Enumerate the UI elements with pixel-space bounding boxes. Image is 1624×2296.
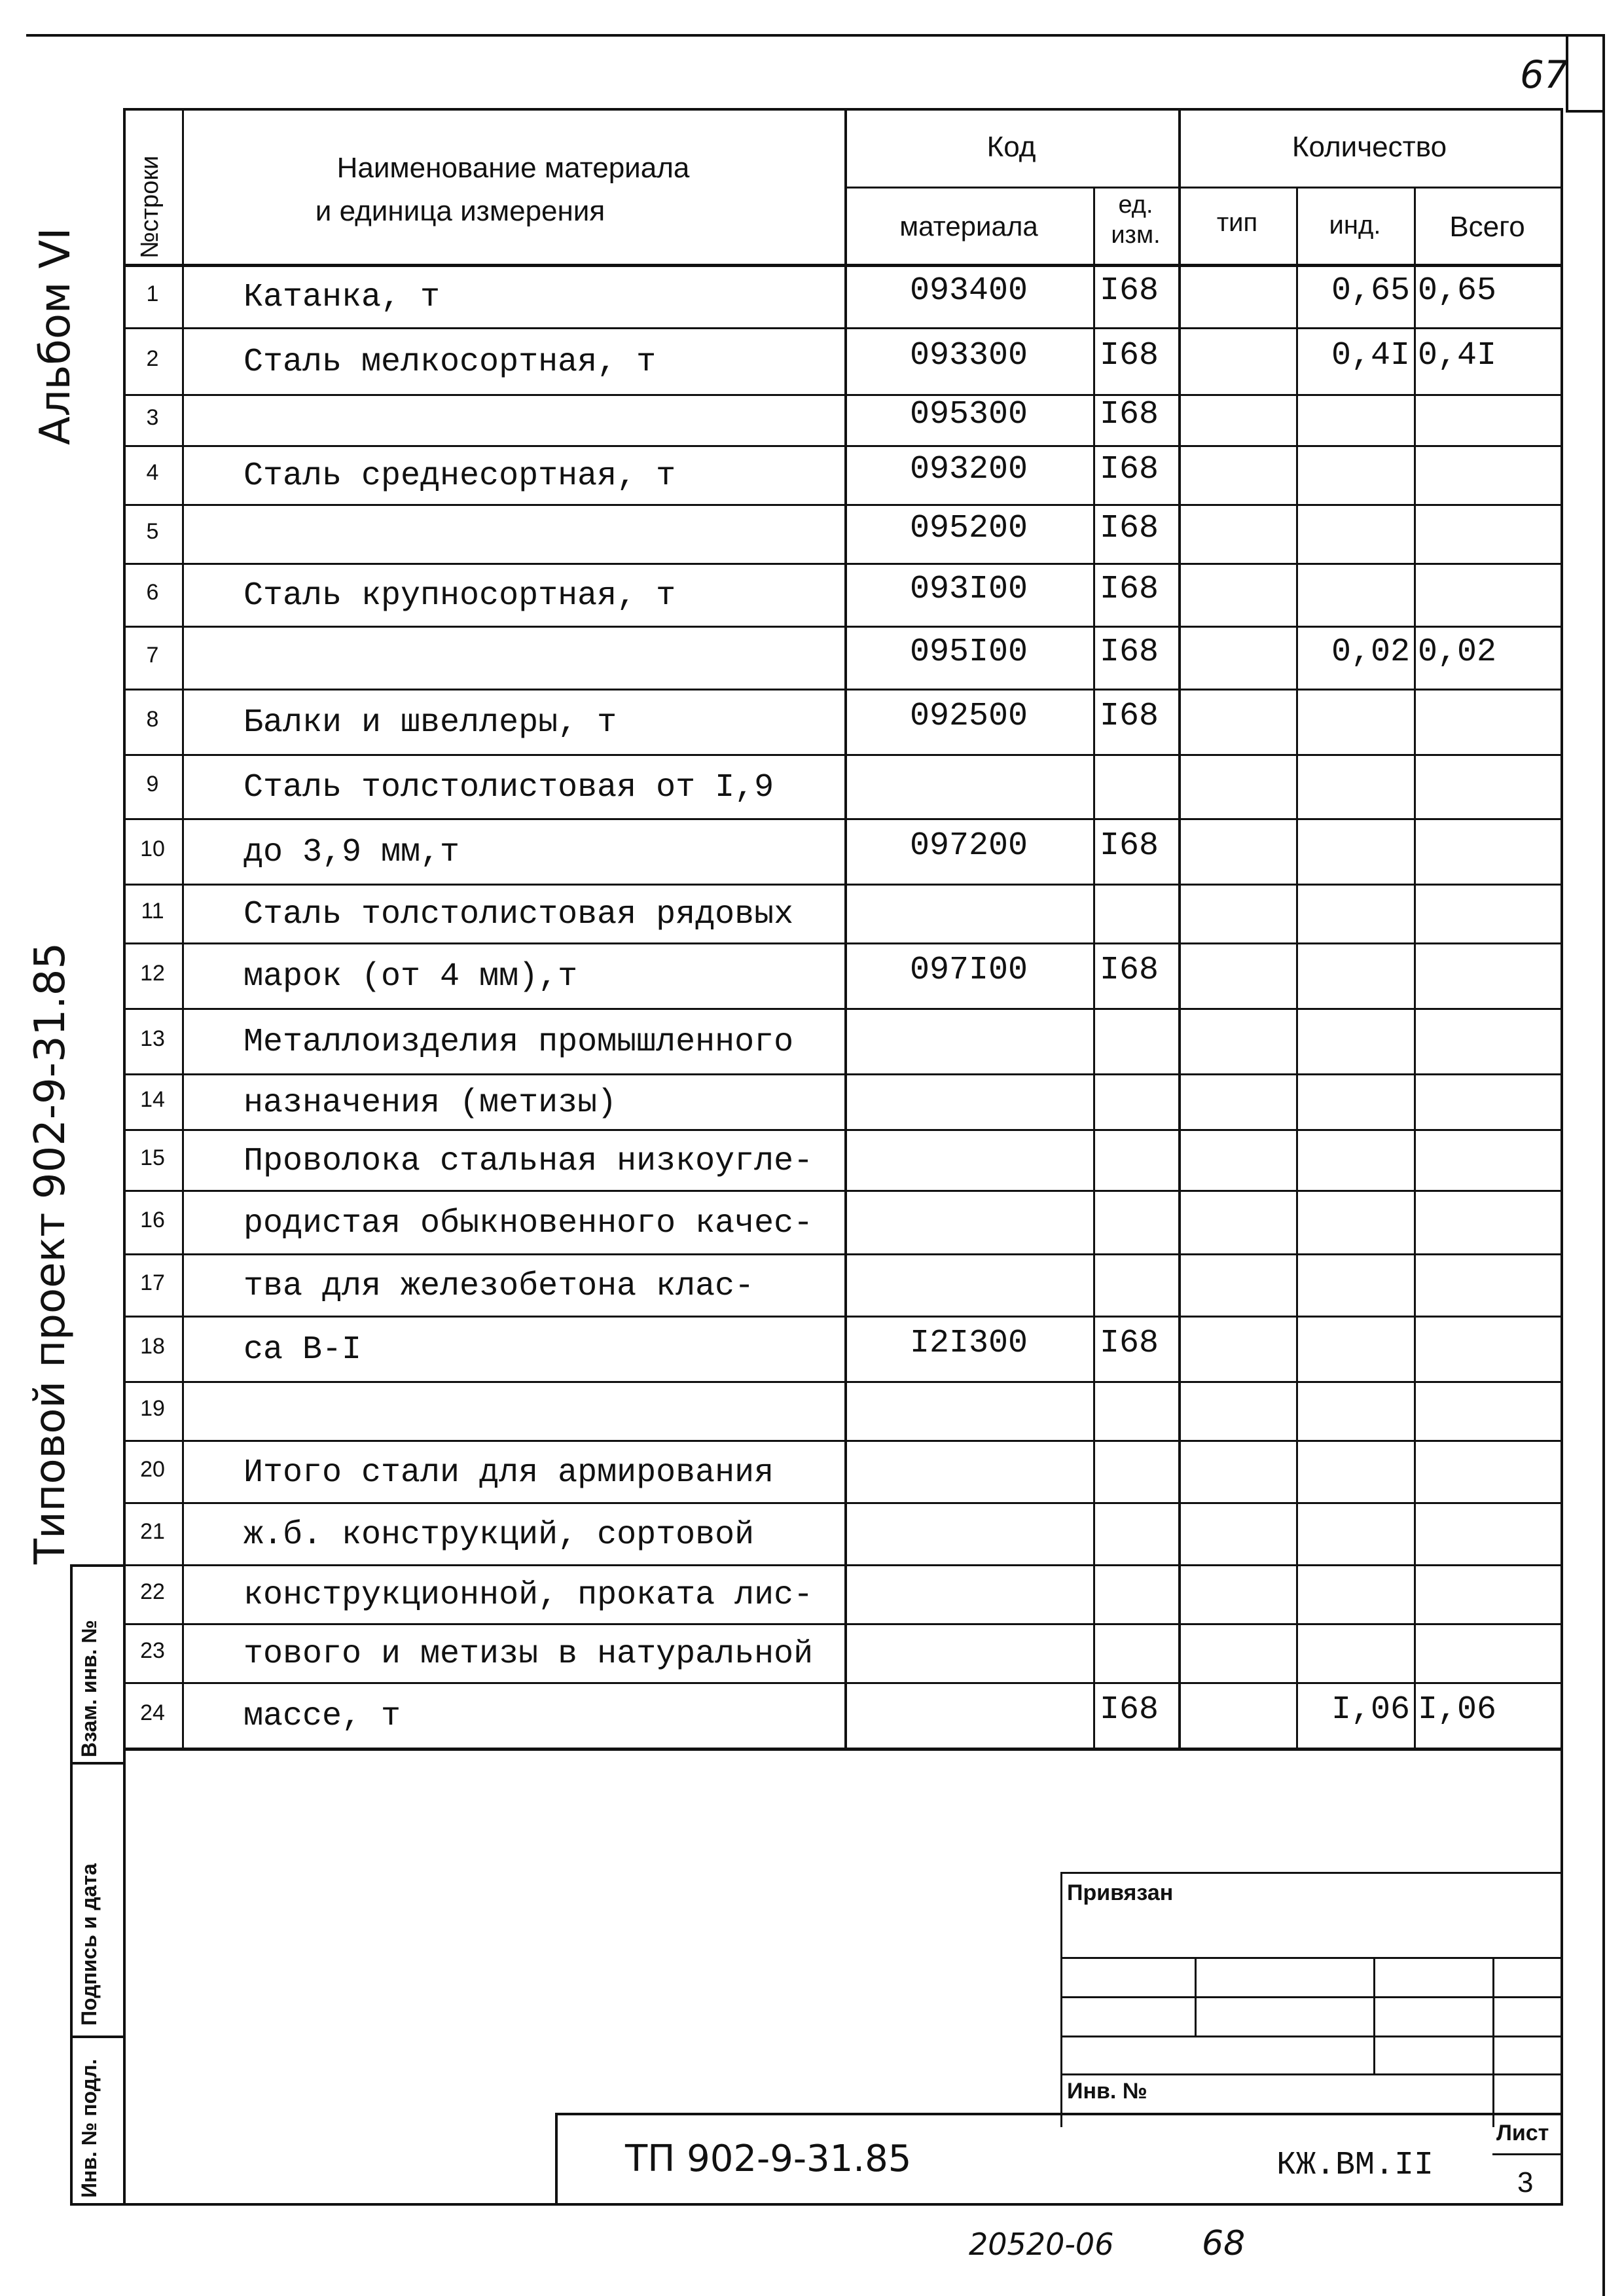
row-number: 7	[146, 643, 159, 668]
project-code: ТП 902-9-31.85	[625, 2138, 912, 2180]
row-ind: 0,65	[1331, 272, 1410, 310]
row-line-14	[123, 1129, 1561, 1131]
row-line-17	[123, 1316, 1561, 1318]
row-number: 10	[140, 836, 165, 861]
row-number: 3	[146, 405, 159, 430]
row-unit: I68	[1100, 952, 1159, 989]
row-number: 23	[140, 1638, 165, 1663]
row-code: 095I00	[909, 634, 1028, 671]
row-name: Проволока стальная низкоугле-	[244, 1142, 814, 1180]
row-line-5	[123, 563, 1561, 565]
row-name: массе, т	[244, 1698, 401, 1735]
row-name: тва для железобетона клас-	[244, 1267, 755, 1305]
privyazan-line-2	[1060, 1996, 1561, 1998]
header-ind: инд.	[1329, 211, 1381, 240]
privyazan-line-4	[1060, 2073, 1561, 2075]
row-line-13	[123, 1073, 1561, 1075]
row-name: Сталь мелкосортная, т	[244, 344, 657, 381]
header-code: Код	[986, 131, 1036, 163]
privyazan-col-1	[1195, 1957, 1197, 2036]
row-name: до 3,9 мм,т	[244, 834, 460, 871]
row-line-8	[123, 754, 1561, 756]
table-top-border	[123, 108, 1563, 111]
row-name: Сталь крупносортная, т	[244, 577, 676, 615]
row-ind: 0,4I	[1331, 337, 1410, 374]
row-line-23	[123, 1682, 1561, 1684]
row-name: тового и метизы в натуральной	[244, 1636, 814, 1673]
row-number: 2	[146, 346, 159, 371]
row-unit: I68	[1100, 272, 1159, 310]
row-line-18	[123, 1381, 1561, 1383]
row-total: 0,02	[1418, 634, 1497, 671]
row-number: 16	[140, 1207, 165, 1232]
row-number: 13	[140, 1026, 165, 1051]
header-typ: тип	[1216, 208, 1258, 237]
main-right-border	[1561, 108, 1563, 2206]
row-number: 12	[140, 961, 165, 986]
top-border	[26, 34, 1605, 37]
row-number: 1	[146, 281, 159, 306]
row-line-16	[123, 1253, 1561, 1255]
header-unit-line1: ед.	[1118, 191, 1153, 219]
footer-archive-number: 20520-06	[969, 2227, 1114, 2262]
row-number: 11	[141, 899, 164, 924]
header-name-line1: Наименование материала	[336, 152, 690, 184]
stamp-inv-podl: Инв. № подл.	[77, 2058, 101, 2198]
row-name: Сталь толстолистовая от I,9	[244, 769, 774, 806]
row-unit: I68	[1100, 337, 1159, 374]
row-number: 4	[146, 460, 159, 485]
privyazan-line-3	[1060, 2036, 1561, 2037]
header-total: Всего	[1449, 211, 1525, 243]
header-material: материала	[899, 211, 1038, 242]
bottom-border	[123, 2203, 1563, 2206]
row-number: 19	[140, 1396, 165, 1421]
row-number: 18	[140, 1334, 165, 1359]
row-line-1	[123, 327, 1561, 329]
privyazan-line-1	[1060, 1957, 1561, 1959]
stamp-podpis: Подпись и дата	[77, 1863, 101, 2026]
row-total: 0,65	[1418, 272, 1497, 310]
row-unit: I68	[1100, 571, 1159, 608]
row-unit: I68	[1100, 1325, 1159, 1362]
stamp-line-4	[70, 2203, 126, 2206]
row-total: 0,4I	[1418, 337, 1497, 374]
row-name: са В-I	[244, 1331, 362, 1369]
row-code: 093400	[909, 272, 1028, 310]
row-name: Балки и швеллеры, т	[244, 704, 617, 742]
header-bottom-line	[123, 264, 1563, 267]
row-ind: I,06	[1331, 1691, 1410, 1729]
row-unit: I68	[1100, 510, 1159, 547]
row-line-3	[123, 445, 1561, 447]
row-code: I2I300	[909, 1325, 1028, 1362]
row-code: 093200	[909, 451, 1028, 488]
row-number: 20	[140, 1456, 165, 1482]
inv-no-label: Инв. №	[1067, 2079, 1147, 2104]
page-number: 67	[1520, 52, 1568, 97]
row-line-2	[123, 394, 1561, 396]
header-name-line2: и единица измерения	[315, 195, 605, 227]
stamp-vzam: Взам. инв. №	[77, 1620, 101, 1757]
column-line-6	[1414, 187, 1416, 1748]
sheet-box-line	[1492, 2153, 1563, 2155]
row-name: Катанка, т	[244, 278, 441, 316]
row-name: Металлоизделия промышленного	[244, 1024, 794, 1061]
row-line-6	[123, 626, 1561, 628]
sheet-label: Лист	[1496, 2121, 1549, 2145]
row-code: 092500	[909, 698, 1028, 735]
privyazan-col-3	[1492, 1957, 1494, 2127]
row-number: 21	[140, 1518, 165, 1544]
row-line-10	[123, 884, 1561, 886]
row-number: 8	[146, 707, 159, 732]
stamp-line-1	[70, 1564, 126, 1567]
row-unit: I68	[1100, 451, 1159, 488]
row-line-11	[123, 942, 1561, 944]
header-unit-line2: изм.	[1111, 221, 1161, 249]
privyazan-top	[1060, 1872, 1561, 1874]
row-unit: I68	[1100, 827, 1159, 865]
stamp-line-3	[70, 2036, 126, 2038]
row-number: 14	[140, 1086, 165, 1112]
row-number: 24	[140, 1700, 165, 1725]
document-code: КЖ.ВМ.II	[1276, 2147, 1434, 2184]
page-number-box-bottom	[1566, 110, 1605, 113]
row-name: Сталь среднесортная, т	[244, 457, 676, 495]
row-name: конструкционной, проката лис-	[244, 1577, 814, 1614]
privyazan-label: Привязан	[1067, 1880, 1174, 1905]
row-number: 5	[146, 519, 159, 544]
row-number: 9	[146, 772, 159, 797]
row-number: 15	[140, 1145, 165, 1170]
row-line-4	[123, 504, 1561, 506]
row-name: марок (от 4 мм),т	[244, 958, 578, 996]
header-middle-line	[844, 187, 1561, 188]
row-number: 17	[140, 1270, 165, 1295]
row-ind: 0,02	[1331, 634, 1410, 671]
privyazan-left	[1060, 1872, 1062, 2127]
row-name: родистая обыкновенного качес-	[244, 1204, 814, 1242]
row-line-19	[123, 1440, 1561, 1442]
title-block-left	[555, 2113, 558, 2206]
row-name: назначения (метизы)	[244, 1084, 617, 1122]
row-unit: I68	[1100, 698, 1159, 735]
row-code: 097I00	[909, 952, 1028, 989]
privyazan-col-2	[1373, 1957, 1375, 2073]
row-code: 095200	[909, 510, 1028, 547]
row-unit: I68	[1100, 634, 1159, 671]
row-unit: I68	[1100, 396, 1159, 433]
row-line-9	[123, 818, 1561, 820]
stamp-line-2	[70, 1762, 126, 1765]
row-line-21	[123, 1564, 1561, 1566]
row-line-22	[123, 1623, 1561, 1625]
side-album-label: Альбом VI	[31, 227, 80, 445]
row-code: 093300	[909, 337, 1028, 374]
side-project-label: Типовой проект 902-9-31.85	[26, 942, 75, 1564]
header-quantity: Количество	[1291, 131, 1447, 163]
row-name: Сталь толстолистовая рядовых	[244, 896, 794, 933]
row-total: I,06	[1418, 1691, 1497, 1729]
row-code: 093I00	[909, 571, 1028, 608]
row-line-7	[123, 689, 1561, 691]
row-unit: I68	[1100, 1691, 1159, 1729]
footer-page-number: 68	[1202, 2224, 1246, 2263]
row-code: 097200	[909, 827, 1028, 865]
table-bottom-border	[123, 1748, 1563, 1751]
title-block-top	[555, 2113, 1563, 2115]
row-number: 22	[140, 1579, 165, 1604]
right-margin-line	[1602, 34, 1605, 2296]
row-line-20	[123, 1502, 1561, 1504]
row-line-12	[123, 1008, 1561, 1010]
header-row-number: №строки	[136, 155, 164, 259]
column-line-5	[1296, 187, 1298, 1748]
row-code: 095300	[909, 396, 1028, 433]
row-number: 6	[146, 580, 159, 605]
column-line-3	[1093, 187, 1095, 1748]
sheet-number: 3	[1517, 2166, 1534, 2198]
row-name: Итого стали для армирования	[244, 1454, 774, 1492]
left-stamp-border	[70, 1564, 73, 2206]
row-name: ж.б. конструкций, сортовой	[244, 1516, 755, 1554]
row-line-15	[123, 1190, 1561, 1192]
